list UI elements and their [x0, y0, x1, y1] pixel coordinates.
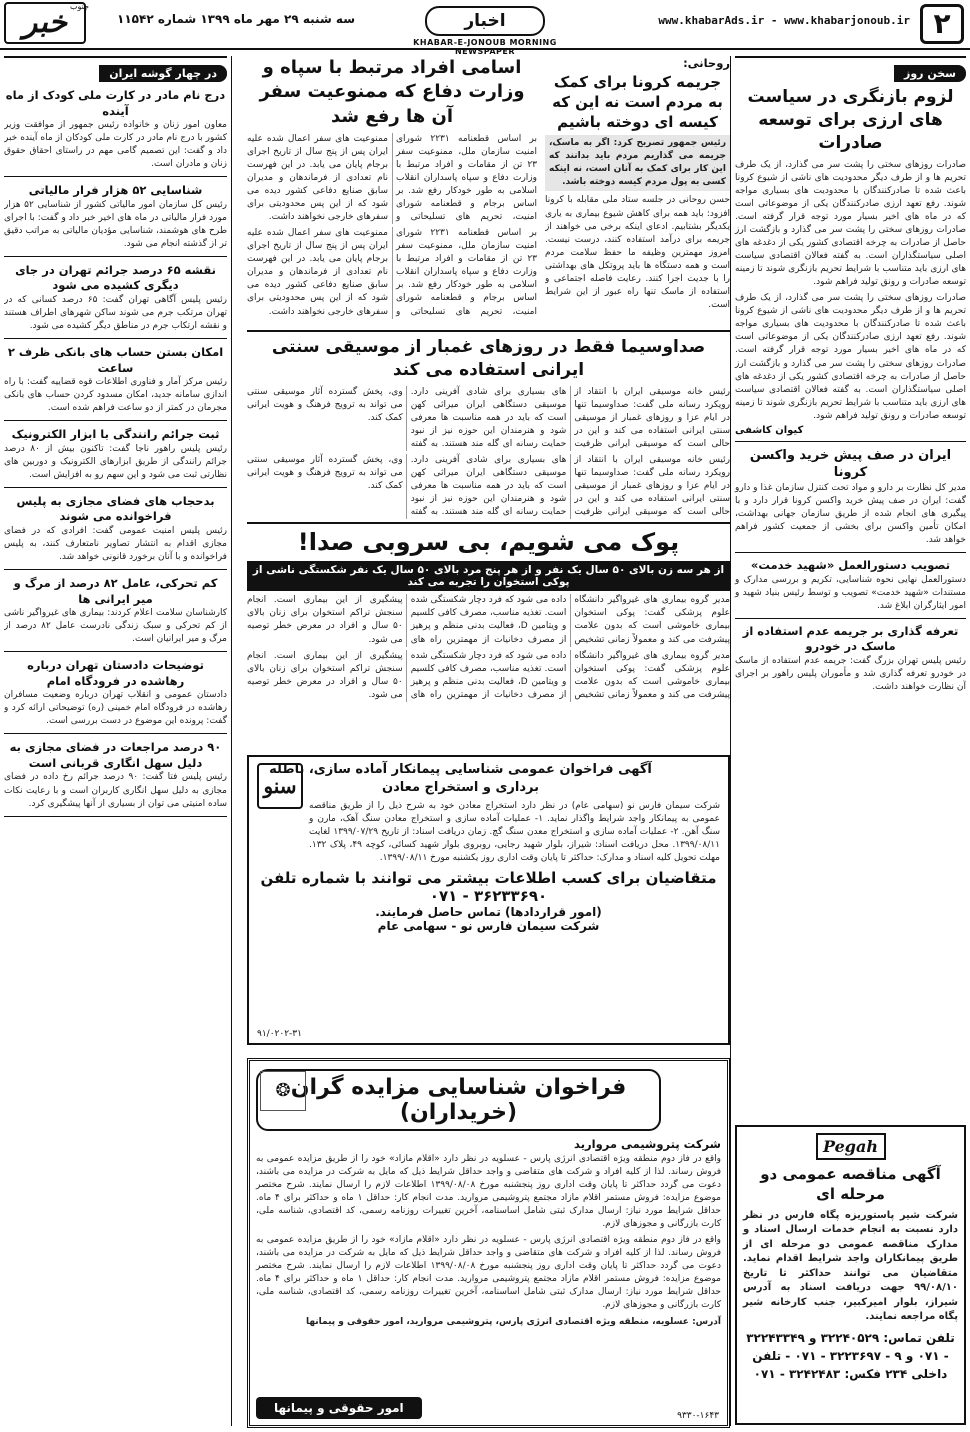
music-body: رئیس خانه موسیقی ایران با انتقاد از رویکرد رسانه ملی گفت: صداوسیما تنها در ایام عزا و روزهای غمبار از موسیقی سنتی ایرانی استفاده می کند و این در حالی است که موسیقی ایرانی ظرفیت های بسیاری برای شادی آفرینی دارد. موسیقی دستگاهی ایران میراثی کهن است که باید در همه مناسبت ها معرفی شود و هنرمندان این حوزه نیز از نبود حمایت رسانه ای گله مند هستند. به گفته وی، پخش گسترده آثار موسیقی سنتی می تواند به ترویج فرهنگ و هویت ایرانی کمک کند.	[247, 386, 730, 450]
section-title: اخبار	[425, 6, 545, 36]
news-body-mask: رئیس پلیس تهران بزرگ گفت: جریمه عدم استفاده از ماسک در خودرو تعرفه گذاری شد و مأموران پلیس راهور بر اجرای آن نظارت خواهند داشت.	[735, 655, 966, 692]
left-news-body: معاون امور زنان و خانواده رئیس جمهور از موافقت وزیر کشور با درج نام مادر در کارت ملی کودکان از ماه آینده خبر داد و گفت: این تصمیم گامی مهم در راستای احقاق حقوق زنان و مادران است.	[4, 120, 227, 170]
military-headline: اسامی افراد مرتبط با سپاه و وزارت دفاع که ممنوعیت سفر آن ها رفع شد	[259, 57, 525, 127]
cement-tender-ad	[247, 755, 730, 1045]
cement-tender-phone[interactable]: متقاضیان برای کسب اطلاعات بیشتر می توانند با شماره تلفن ۳۶۲۳۳۶۹۰ - ۰۷۱	[260, 869, 717, 906]
auction-company: شرکت پتروشیمی مروارید	[574, 1137, 721, 1151]
osteoporosis-body-cont: مدیر گروه بیماری های غیرواگیر دانشگاه علوم پزشکی گفت: پوکی استخوان بیماری خاموشی است که بدون علامت پیشرفت می کند و معمولاً زمانی تشخیص داده می شود که فرد دچار شکستگی شده است. تغذیه مناسب، مصرف کافی کلسیم و ویتامین D، فعالیت بدنی منظم و پرهیز از مصرف دخانیات از مهمترین راه های پیشگیری از این بیماری است. انجام سنجش تراکم استخوان برای زنان بالای ۵۰ سال و افراد در معرض خطر توصیه می شود.	[247, 650, 730, 700]
left-news-body: رئیس مرکز آمار و فناوری اطلاعات قوه قضاییه گفت: با راه اندازی سامانه جدید، امکان مسدود کردن حساب های بانکی مجرمان در کمتر از دو ساعت فراهم شده است.	[4, 377, 227, 414]
auction-code: ۹۳۳۰-۱۶۴۳	[677, 1411, 719, 1421]
newspaper-logo: خبر	[4, 2, 86, 44]
left-news-body: رئیس کل سازمان امور مالیاتی کشور از شناسایی ۵۲ هزار مورد فرار مالیاتی در ماه های اخیر خبر داد و گفت: با اجرای طرح های هوشمند، شناسایی مؤدیان مالیاتی به مراتب دقیق تر از گذشته انجام می شود.	[4, 199, 227, 249]
osteoporosis-strip: از هر سه زن بالای ۵۰ سال یک نفر و از هر پنج مرد بالای ۵۰ سال یک نفر شکستگی ناشی از پوکی استخوان را تجربه می کند	[247, 561, 730, 591]
newspaper-english-name: KHABAR-E-JONOUB MORNING NEWSPAPER	[413, 38, 557, 56]
kicker-rule	[735, 56, 966, 58]
divider	[4, 651, 227, 652]
news-headline-mask: تعرفه گذاری بر جریمه عدم استفاده از ماسک در خودرو	[742, 623, 959, 654]
cement-company-logo: سنو	[257, 763, 303, 809]
military-body-cont: بر اساس قطعنامه ۲۲۳۱ شورای امنیت سازمان ملل، ممنوعیت سفر ۲۳ تن از مقامات و افراد مرتبط با وزارت دفاع و سپاه پاسداران انقلاب اسلامی به طور خودکار رفع شد. بر اساس برجام و قطعنامه شورای امنیت، تحریم های تسلیحاتی و ممنوعیت های سفر اعمال شده علیه ایران پس از پنج سال از تاریخ اجرای برجام پایان می یابد. در این فهرست نام تعدادی از فرماندهان و مدیران سابق صنایع دفاعی کشور دیده می شود که از این پس محدودیتی برای سفرهای خارجی نخواهند داشت.	[247, 228, 537, 317]
editorial-body-cont: صادرات روزهای سختی را پشت سر می گذارد، از یک طرف تحریم ها و از طرف دیگر محدودیت های ناشی از شیوع کرونا باعث شده تا صادرکنندگان با محدودیت های بسیاری مواجه شوند. رفع تعهد ارزی صادرکنندگان یکی از موضوعاتی است که در ماه های اخیر بسیار مورد توجه قرار گرفته است. صادرات روزهای سختی را پشت سر می گذارد و بازگشت ارز حاصل از صادرات به چرخه اقتصادی کشور یکی از دغدغه های اصلی سیاستگذاران است. به گفته فعالان اقتصادی سیاست های ارزی باید متناسب با شرایط تحریم بازنگری شوند تا زمینه توسعه صادرات و رونق تولید فراهم شود.	[735, 293, 966, 421]
dairy-tender-title: آگهی مناقصه عمومی دو مرحله ای	[760, 1165, 941, 1204]
editorial-author: کیوان کاشفی	[735, 424, 804, 436]
news-headline-martyr: تصویب دستورالعمل «شهید خدمت»	[750, 558, 951, 573]
newspaper-logo-sub: جنوب	[70, 2, 90, 11]
left-column	[4, 56, 232, 1426]
news-body-martyr: دستورالعمل نهایی نحوه شناسایی، تکریم و بررسی مدارک و مستندات «شهید خدمت» تصویب و توسط رئیس بنیاد شهید و امور ایثارگران ابلاغ شد.	[735, 574, 966, 611]
divider	[4, 487, 227, 488]
editorial-headline: لزوم بازنگری در سیاست های ارزی برای توسعه صادرات	[747, 87, 954, 153]
left-news-headline: امکان بستن حساب های بانکی ظرف ۲ ساعت	[7, 345, 224, 375]
osteoporosis-body: مدیر گروه بیماری های غیرواگیر دانشگاه علوم پزشکی گفت: پوکی استخوان بیماری خاموشی است که بدون علامت پیشرفت می کند و معمولاً زمانی تشخیص داده می شود که فرد دچار شکستگی شده است. تغذیه مناسب، مصرف کافی کلسیم و ویتامین D، فعالیت بدنی منظم و پرهیز از مصرف دخانیات از مهمترین راه های پیشگیری از این بیماری است. انجام سنجش تراکم استخوان برای زنان بالای ۵۰ سال و افراد در معرض خطر توصیه می شود.	[247, 595, 730, 645]
left-kicker: در چهار گوشه ایران	[99, 65, 227, 82]
left-news-headline: درج نام مادر در کارت ملی کودک از ماه آینده	[5, 88, 226, 118]
covid-article	[545, 56, 730, 328]
cement-tender-title: آگهی فراخوان عمومی شناسایی پیمانکار آماده سازی، باطله برداری و استخراج معادن	[269, 762, 652, 795]
auction-body-cont: واقع در فاز دوم منطقه ویژه اقتصادی انرژی پارس - عسلویه در نظر دارد «اقلام مازاد» خود را از طریق مزایده عمومی به فروش رساند. لذا از کلیه افراد و شرکت های متقاضی و واجد حداقل شرایط ذیل که مایل به شرکت در مزایده می باشند، دعوت می گردد حداکثر تا پایان وقت اداری روز پنجشنبه مورخ ۱۳۹۹/۰۸/۰۸ اطلاعات لازم را ارسال نمایند. شرح مختصر موضوع مزایده: فروش مستمر اقلام مازاد مجتمع پتروشیمی مروارید. مدت انجام کار: حداقل ۱ ماه و حداکثر برای ۴ ماه. حداقل شرایط مورد نیاز: ارسال مدارک ثبتی شامل اساسنامه، آخرین تغییرات روزنامه رسمی، کد اقتصادی، شناسه ملی، کارت بازرگانی و مجوزهای لازم.	[256, 1234, 722, 1311]
left-news-body: کارشناسان سلامت اعلام کردند: بیماری های غیرواگیر ناشی از کم تحرکی و سبک زندگی نادرست عامل ۸۲ درصد از مرگ و میر ایرانیان است.	[4, 608, 227, 645]
website-urls[interactable]: www.khabarAds.ir - www.khabarjonoub.ir	[658, 14, 910, 27]
divider	[735, 441, 966, 442]
divider	[4, 733, 227, 734]
osteoporosis-article	[247, 522, 730, 750]
music-headline: صداوسیما فقط در روزهای غمبار از موسیقی سنتی ایرانی استفاده می کند	[271, 337, 706, 380]
osteoporosis-headline: پوک می شویم، بی سروبی صدا!	[297, 528, 680, 556]
auction-ad	[247, 1058, 730, 1428]
left-news-body: رئیس پلیس راهور ناجا گفت: تاکنون بیش از ۸۰ درصد جرائم رانندگی از طریق ابزارهای الکترونیک و دوربین های نظارتی ثبت می شود و این سهم رو به افزایش است.	[4, 443, 227, 480]
divider	[4, 569, 227, 570]
left-news-headline: ثبت جرائم رانندگی با ابزار الکترونیک	[11, 427, 220, 442]
dairy-company-logo: Pegah	[816, 1133, 886, 1160]
left-news-headline: ۹۰ درصد مراجعات در فضای مجازی به دلیل سهل انگاری قربانی است	[9, 740, 222, 770]
military-body: بر اساس قطعنامه ۲۲۳۱ شورای امنیت سازمان ملل، ممنوعیت سفر ۲۳ تن از مقامات و افراد مرتبط با وزارت دفاع و سپاه پاسداران انقلاب اسلامی به طور خودکار رفع شد. بر اساس برجام و قطعنامه شورای امنیت، تحریم های تسلیحاتی و ممنوعیت های سفر اعمال شده علیه ایران پس از پنج سال از تاریخ اجرای برجام پایان می یابد. در این فهرست نام تعدادی از فرماندهان و مدیران سابق صنایع دفاعی کشور دیده می شود که از این پس محدودیتی برای سفرهای خارجی نخواهند داشت.	[247, 133, 537, 223]
editorial-body: صادرات روزهای سختی را پشت سر می گذارد، از یک طرف تحریم ها و از طرف دیگر محدودیت های ناشی از شیوع کرونا باعث شده تا صادرکنندگان با محدودیت های بسیاری مواجه شوند. رفع تعهد ارزی صادرکنندگان یکی از موضوعاتی است که در ماه های اخیر بسیار مورد توجه قرار گرفته است. صادرات روزهای سختی را پشت سر می گذارد و بازگشت ارز حاصل از صادرات به چرخه اقتصادی کشور یکی از دغدغه های اصلی سیاستگذاران است. به گفته فعالان اقتصادی سیاست های ارزی باید متناسب با شرایط تحریم بازنگری شوند تا زمینه توسعه صادرات و رونق تولید فراهم شود.	[735, 159, 966, 288]
divider	[4, 176, 227, 177]
divider	[735, 552, 966, 553]
news-headline-vaccine: ایران در صف پیش خرید واکسن کرونا	[749, 447, 952, 481]
page-number: ۲	[920, 4, 964, 44]
dairy-tender-ad	[735, 1125, 966, 1425]
divider	[4, 420, 227, 421]
masthead	[0, 0, 970, 56]
auction-footer: امور حقوقی و پیمانها	[256, 1397, 422, 1419]
issue-date: سه شنبه ۲۹ مهر ماه ۱۳۹۹ شماره ۱۱۵۴۲	[117, 12, 355, 26]
cement-tender-code: ۹۱/۰۲۰۲-۳۱	[257, 1029, 302, 1039]
dairy-tender-body: شرکت شیر پاستوریزه پگاه فارس در نظر دارد نسبت به انجام خدمات ارسال اسناد و مدارک مناقصه عمومی دو مرحله ای از طریق پیمانکاران واجد شرایط اقدام نماید. متقاضیان می توانند حداکثر تا تاریخ ۹۹/۰۸/۱۰ جهت دریافت اسناد به آدرس شیراز، بلوار امیرکبیر، جنب کارخانه شیر پگاه مراجعه نمایند.	[743, 1209, 958, 1322]
editorial-kicker: سخن روز	[894, 65, 966, 82]
covid-lead: رئیس جمهور تصریح کرد: اگر به ماسک، جریمه می گذاریم مردم باید بدانند که این کار برای کمک به آنان است، نه اینکه کسی به پول مردم کیسه دوخته باشد.	[545, 135, 730, 191]
military-article	[247, 56, 537, 328]
music-body-cont: رئیس خانه موسیقی ایران با انتقاد از رویکرد رسانه ملی گفت: صداوسیما تنها در ایام عزا و روزهای غمبار از موسیقی سنتی ایرانی استفاده می کند و این در حالی است که موسیقی ایرانی ظرفیت های بسیاری برای شادی آفرینی دارد. موسیقی دستگاهی ایران میراثی کهن است که باید در همه مناسبت ها معرفی شود و هنرمندان این حوزه نیز از نبود حمایت رسانه ای گله مند هستند. به گفته وی، پخش گسترده آثار موسیقی سنتی می تواند به ترویج فرهنگ و هویت ایرانی کمک کند.	[247, 455, 730, 518]
left-news-body: رئیس پلیس فتا گفت: ۹۰ درصد جرائم رخ داده در فضای مجازی به دلیل سهل انگاری کاربران است و با رعایت نکات ساده امنیتی می توان از بسیاری از آنها پیشگیری کرد.	[4, 772, 227, 809]
petrochemical-logo-icon: ❂	[260, 1071, 306, 1111]
divider	[4, 338, 227, 339]
left-news-list	[4, 88, 227, 817]
left-news-headline: بدحجاب های فضای مجازی به پلیس فراخوانده می شوند	[16, 493, 215, 524]
dairy-tender-phones[interactable]: تلفن تماس: ۳۲۲۴۰۵۲۹ و ۳۲۲۴۳۳۴۹ - ۰۷۱ و ۹ - ۳۲۲۳۶۹۷ - ۰۷۱ - تلفن داخلی ۲۳۴ فکس: ۳۲۴۲۴۸۳ - ۰۷۱	[746, 1330, 955, 1381]
auction-title: فراخوان شناسایی مزایده گران (خریداران)	[256, 1069, 661, 1131]
kicker-rule	[4, 56, 227, 58]
divider	[4, 816, 227, 817]
music-article	[247, 330, 730, 520]
left-news-body: دادستان عمومی و انقلاب تهران درباره وضعیت مسافران رهاشده در فرودگاه امام خمینی (ره) توضیحاتی ارائه کرد و گفت: پرونده این موضوع در دست بررسی است.	[4, 690, 227, 727]
cement-tender-contact: (امور قراردادها) تماس حاصل فرمایند.	[375, 905, 602, 920]
left-news-body: رئیس پلیس امنیت عمومی گفت: افرادی که در فضای مجازی اقدام به انتشار تصاویر نامتعارف کنند، به پلیس فراخوانده و با آنان برخورد قانونی خواهد شد.	[4, 525, 227, 563]
covid-headline: جریمه کرونا برای کمک به مردم است نه این که کیسه ای دوخته باشیم	[552, 72, 723, 132]
cement-tender-signature: شرکت سیمان فارس نو - سهامی عام	[377, 919, 600, 934]
covid-kicker: روحانی:	[683, 56, 730, 70]
covid-body: حسن روحانی در جلسه ستاد ملی مقابله با کرونا افزود: باید همه برای کاهش شیوع بیماری به یاری یکدیگر بشتابیم. ادعای اینکه برخی می خواهند از جریمه برای درآمد استفاده کنند، درست نیست. امروز مهمترین وظیفه ما حفظ سلامت مردم است و همه دستگاه ها باید پروتکل های بهداشتی را با جدیت اجرا کنند. رعایت فاصله اجتماعی و استفاده از ماسک تنها راه عبور از این شرایط است.	[545, 195, 730, 310]
auction-address: آدرس: عسلویه، منطقه ویژه اقتصادی انرژی پارس، پتروشیمی مروارید، امور حقوقی و پیمانها	[305, 1317, 721, 1328]
left-news-headline: کم تحرکی، عامل ۸۲ درصد از مرگ و میر ایرانی ها	[13, 576, 218, 606]
divider	[4, 256, 227, 257]
divider	[735, 618, 966, 619]
left-news-headline: شناسایی ۵۲ هزار فرار مالیاتی	[28, 183, 203, 198]
news-body-vaccine: مدیر کل نظارت بر دارو و مواد تحت کنترل سازمان غذا و دارو گفت: ایران در صف پیش خرید واکسن کرونا قرار دارد و با پیگیری های انجام شده از طریق سازمان جهانی بهداشت، امکان تأمین واکسن برای بخشی از جمعیت کشور فراهم خواهد شد.	[735, 482, 966, 546]
left-news-headline: توضیحات دادستان تهران درباره رهاشده در فرودگاه امام	[27, 658, 204, 688]
cement-tender-body: شرکت سیمان فارس نو (سهامی عام) در نظر دارد استخراج معادن خود به شرح ذیل را از طریق مناقصه عمومی به پیمانکار واجد شرایط واگذار نماید. ۱- عملیات آماده سازی و استخراج معادن سنگ آهک، مارن و سنگ آهن. ۲- عملیات آماده سازی و استخراج معدن سنگ گچ. زمان دریافت اسناد: از تاریخ ۱۳۹۹/۰۷/۲۹ لغایت ۱۳۹۹/۰۸/۱۱. محل دریافت اسناد: شیراز، بلوار شهید رجایی، روبروی بلوار شهید کسائی، کوچه ۴۹، پلاک ۱۳۲. مهلت تحویل کلیه اسناد و مدارک: حداکثر تا پایان وقت اداری روز یکشنبه مورخ ۱۳۹۹/۰۸/۱۱.	[309, 801, 721, 864]
left-news-body: رئیس پلیس آگاهی تهران گفت: ۶۵ درصد کسانی که در تهران مرتکب جرم می شوند ساکن شهرهای اطراف هستند و نقشه ارتکاب جرم در مناطق دیگر کشیده می شود.	[4, 294, 227, 332]
left-news-headline: نقشه ۶۵ درصد جرائم تهران در جای دیگری کشیده می شود	[15, 262, 216, 293]
auction-body: واقع در فاز دوم منطقه ویژه اقتصادی انرژی پارس - عسلویه در نظر دارد «اقلام مازاد» خود را از طریق مزایده عمومی به فروش رساند. لذا از کلیه افراد و شرکت های متقاضی و واجد حداقل شرایط ذیل که مایل به شرکت در مزایده می باشند، دعوت می گردد حداکثر تا پایان وقت اداری روز پنجشنبه مورخ ۱۳۹۹/۰۸/۰۸ اطلاعات لازم را ارسال نمایند. شرح مختصر موضوع مزایده: فروش مستمر اقلام مازاد مجتمع پتروشیمی مروارید. مدت انجام کار: حداقل ۱ ماه و حداکثر برای ۴ ماه. حداقل شرایط مورد نیاز: ارسال مدارک ثبتی شامل اساسنامه، آخرین تغییرات روزنامه رسمی، کد اقتصادی، شناسه ملی، کارت بازرگانی و مجوزهای لازم.	[256, 1153, 722, 1229]
